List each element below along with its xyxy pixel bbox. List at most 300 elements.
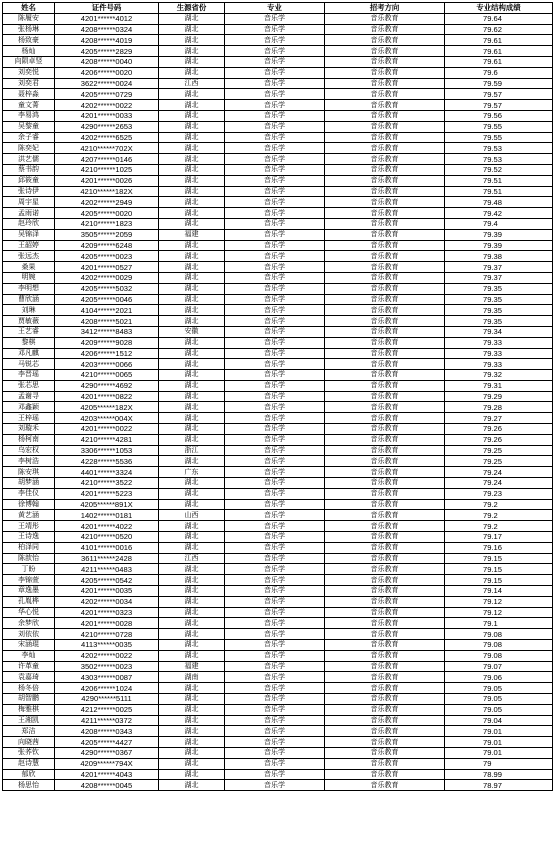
table-row (3, 305, 553, 316)
cell-province: 江西 (159, 78, 225, 89)
cell-major: 音乐学 (225, 240, 325, 251)
cell-province: 湖北 (159, 499, 225, 510)
cell-name: 柏泽同 (3, 542, 55, 553)
cell-name: 桑果 (3, 262, 55, 273)
cell-name: 宋涵琨 (3, 640, 55, 651)
cell-name: 向陨卓竖 (3, 56, 55, 67)
cell-province: 湖北 (159, 575, 225, 586)
cell-name: 王艺睿 (3, 326, 55, 337)
cell-province: 湖北 (159, 110, 225, 121)
cell-province: 湖北 (159, 175, 225, 186)
cell-score: 79.55 (445, 132, 553, 143)
table-row (3, 100, 553, 111)
table-row (3, 488, 553, 499)
table-row (3, 251, 553, 262)
cell-major: 音乐学 (225, 262, 325, 273)
cell-score: 79.27 (445, 413, 553, 424)
table-row (3, 467, 553, 478)
cell-major: 音乐学 (225, 564, 325, 575)
cell-score: 79.61 (445, 35, 553, 46)
cell-direction: 音乐教育 (325, 100, 445, 111)
cell-major: 音乐学 (225, 337, 325, 348)
cell-name: 王湘凯 (3, 715, 55, 726)
cell-major: 音乐学 (225, 24, 325, 35)
table-row (3, 769, 553, 780)
cell-province: 湖北 (159, 715, 225, 726)
cell-direction: 音乐教育 (325, 532, 445, 543)
cell-direction: 音乐教育 (325, 499, 445, 510)
table-row (3, 747, 553, 758)
table-row (3, 586, 553, 597)
cell-province: 湖北 (159, 154, 225, 165)
cell-province: 湖北 (159, 251, 225, 262)
cell-id: 4202******2949 (55, 197, 159, 208)
cell-name: 李明想 (3, 283, 55, 294)
cell-major: 音乐学 (225, 521, 325, 532)
cell-name: 章逸墨 (3, 586, 55, 597)
table-row (3, 704, 553, 715)
cell-id: 4210******0728 (55, 629, 159, 640)
cell-province: 湖北 (159, 283, 225, 294)
cell-direction: 音乐教育 (325, 683, 445, 694)
cell-province: 湖北 (159, 100, 225, 111)
cell-id: 4208******0040 (55, 56, 159, 67)
cell-major: 音乐学 (225, 737, 325, 748)
table-row (3, 456, 553, 467)
header-major: 专业 (225, 3, 325, 14)
cell-direction: 音乐教育 (325, 218, 445, 229)
table-row (3, 380, 553, 391)
cell-name: 贾敏薇 (3, 316, 55, 327)
cell-province: 湖北 (159, 586, 225, 597)
header-score: 专业结构成绩 (445, 3, 553, 14)
cell-name: 孟雨诺 (3, 208, 55, 219)
cell-major: 音乐学 (225, 208, 325, 219)
cell-direction: 音乐教育 (325, 208, 445, 219)
cell-direction: 音乐教育 (325, 478, 445, 489)
cell-province: 湖北 (159, 13, 225, 24)
table-row (3, 132, 553, 143)
cell-name: 乌宏权 (3, 445, 55, 456)
cell-score: 79.16 (445, 542, 553, 553)
cell-major: 音乐学 (225, 316, 325, 327)
cell-major: 音乐学 (225, 704, 325, 715)
cell-name: 洪艺儒 (3, 154, 55, 165)
cell-score: 79.29 (445, 391, 553, 402)
cell-major: 音乐学 (225, 488, 325, 499)
cell-id: 4201******4043 (55, 769, 159, 780)
cell-direction: 音乐教育 (325, 186, 445, 197)
cell-major: 音乐学 (225, 175, 325, 186)
cell-name: 刘奕悦 (3, 67, 55, 78)
cell-id: 4206******0020 (55, 67, 159, 78)
table-row (3, 110, 553, 121)
cell-province: 福建 (159, 229, 225, 240)
cell-province: 湖北 (159, 197, 225, 208)
cell-name: 张荞钦 (3, 747, 55, 758)
cell-province: 安徽 (159, 326, 225, 337)
table-row (3, 640, 553, 651)
cell-direction: 音乐教育 (325, 89, 445, 100)
cell-score: 79.2 (445, 521, 553, 532)
table-row (3, 532, 553, 543)
cell-id: 3611******2428 (55, 553, 159, 564)
cell-direction: 音乐教育 (325, 294, 445, 305)
cell-province: 湖北 (159, 542, 225, 553)
cell-score: 79.51 (445, 175, 553, 186)
cell-score: 79.51 (445, 186, 553, 197)
cell-id: 4113******0035 (55, 640, 159, 651)
cell-score: 79.2 (445, 499, 553, 510)
cell-direction: 音乐教育 (325, 229, 445, 240)
cell-province: 湖北 (159, 262, 225, 273)
table-row (3, 359, 553, 370)
cell-major: 音乐学 (225, 229, 325, 240)
table-row (3, 445, 553, 456)
cell-id: 4208******0324 (55, 24, 159, 35)
cell-major: 音乐学 (225, 89, 325, 100)
cell-major: 音乐学 (225, 218, 325, 229)
cell-id: 4208******0343 (55, 726, 159, 737)
cell-name: 陈奕妃 (3, 143, 55, 154)
cell-major: 音乐学 (225, 56, 325, 67)
cell-score: 79.12 (445, 607, 553, 618)
cell-direction: 音乐教育 (325, 35, 445, 46)
cell-direction: 音乐教育 (325, 197, 445, 208)
cell-id: 4203******0066 (55, 359, 159, 370)
cell-id: 4206******1512 (55, 348, 159, 359)
cell-id: 3622******0024 (55, 78, 159, 89)
cell-name: 王梓瑶 (3, 413, 55, 424)
cell-score: 79.2 (445, 510, 553, 521)
table-body (3, 13, 553, 790)
cell-score: 79.4 (445, 218, 553, 229)
cell-major: 音乐学 (225, 121, 325, 132)
cell-id: 4201******0822 (55, 391, 159, 402)
cell-id: 4211******0372 (55, 715, 159, 726)
cell-direction: 音乐教育 (325, 305, 445, 316)
cell-id: 4205******0729 (55, 89, 159, 100)
cell-major: 音乐学 (225, 305, 325, 316)
cell-score: 79.31 (445, 380, 553, 391)
cell-score: 79.35 (445, 294, 553, 305)
cell-province: 湖北 (159, 683, 225, 694)
cell-province: 湖北 (159, 240, 225, 251)
cell-name: 丁盼 (3, 564, 55, 575)
table-row (3, 78, 553, 89)
cell-score: 79.33 (445, 359, 553, 370)
cell-score: 79.57 (445, 100, 553, 111)
table-row (3, 510, 553, 521)
cell-direction: 音乐教育 (325, 402, 445, 413)
cell-name: 杨致豪 (3, 35, 55, 46)
cell-direction: 音乐教育 (325, 13, 445, 24)
cell-major: 音乐学 (225, 575, 325, 586)
table-row (3, 542, 553, 553)
cell-name: 梅雅棋 (3, 704, 55, 715)
cell-id: 4210******182X (55, 186, 159, 197)
cell-score: 79.05 (445, 683, 553, 694)
cell-major: 音乐学 (225, 13, 325, 24)
cell-score: 79.05 (445, 694, 553, 705)
cell-direction: 音乐教育 (325, 175, 445, 186)
cell-direction: 音乐教育 (325, 704, 445, 715)
cell-score: 79.57 (445, 89, 553, 100)
cell-province: 湖北 (159, 391, 225, 402)
cell-name: 李易鸿 (3, 110, 55, 121)
cell-direction: 音乐教育 (325, 488, 445, 499)
cell-direction: 音乐教育 (325, 359, 445, 370)
cell-name: 杨灿 (3, 46, 55, 57)
table-row (3, 35, 553, 46)
cell-id: 4205******2829 (55, 46, 159, 57)
cell-province: 湖北 (159, 704, 225, 715)
table-row (3, 553, 553, 564)
cell-direction: 音乐教育 (325, 661, 445, 672)
cell-score: 79.61 (445, 56, 553, 67)
cell-score: 79.64 (445, 13, 553, 24)
cell-id: 4208******5021 (55, 316, 159, 327)
table-row (3, 737, 553, 748)
cell-id: 4209******9028 (55, 337, 159, 348)
cell-name: 陈履安 (3, 13, 55, 24)
table-row (3, 154, 553, 165)
cell-name: 蔡书韵 (3, 164, 55, 175)
cell-province: 湖北 (159, 46, 225, 57)
cell-name: 刘璇禾 (3, 424, 55, 435)
cell-score: 79.33 (445, 348, 553, 359)
cell-score: 79.24 (445, 478, 553, 489)
cell-id: 4205******182X (55, 402, 159, 413)
cell-direction: 音乐教育 (325, 154, 445, 165)
cell-province: 湖北 (159, 488, 225, 499)
cell-province: 湖北 (159, 208, 225, 219)
cell-direction: 音乐教育 (325, 694, 445, 705)
cell-id: 1402******0181 (55, 510, 159, 521)
cell-major: 音乐学 (225, 596, 325, 607)
header-direction: 招考方向 (325, 3, 445, 14)
cell-score: 79.26 (445, 434, 553, 445)
cell-score: 79.39 (445, 229, 553, 240)
cell-direction: 音乐教育 (325, 121, 445, 132)
cell-direction: 音乐教育 (325, 586, 445, 597)
cell-province: 浙江 (159, 445, 225, 456)
table-row (3, 618, 553, 629)
table-row (3, 337, 553, 348)
cell-score: 79.05 (445, 704, 553, 715)
table-row (3, 758, 553, 769)
cell-direction: 音乐教育 (325, 272, 445, 283)
cell-major: 音乐学 (225, 164, 325, 175)
table-row (3, 326, 553, 337)
cell-major: 音乐学 (225, 780, 325, 791)
cell-direction: 音乐教育 (325, 542, 445, 553)
cell-direction: 音乐教育 (325, 424, 445, 435)
cell-province: 湖北 (159, 640, 225, 651)
cell-direction: 音乐教育 (325, 251, 445, 262)
cell-score: 79.25 (445, 456, 553, 467)
cell-major: 音乐学 (225, 35, 325, 46)
cell-major: 音乐学 (225, 542, 325, 553)
cell-name: 袁嘉琦 (3, 672, 55, 683)
cell-id: 4228******5536 (55, 456, 159, 467)
table-row (3, 294, 553, 305)
cell-score: 79.56 (445, 110, 553, 121)
table-row (3, 218, 553, 229)
cell-id: 4101******0016 (55, 542, 159, 553)
cell-score: 79.17 (445, 532, 553, 543)
cell-id: 3412******8483 (55, 326, 159, 337)
cell-score: 79.6 (445, 67, 553, 78)
cell-province: 湖北 (159, 629, 225, 640)
cell-province: 湖北 (159, 121, 225, 132)
cell-direction: 音乐教育 (325, 629, 445, 640)
cell-id: 4303******0087 (55, 672, 159, 683)
cell-id: 4401******3324 (55, 467, 159, 478)
cell-province: 湖北 (159, 56, 225, 67)
cell-score: 79.04 (445, 715, 553, 726)
cell-name: 黄艺涵 (3, 510, 55, 521)
cell-direction: 音乐教育 (325, 575, 445, 586)
cell-score: 79.48 (445, 197, 553, 208)
cell-province: 广东 (159, 467, 225, 478)
cell-direction: 音乐教育 (325, 650, 445, 661)
table-row (3, 683, 553, 694)
cell-name: 邓凡麒 (3, 348, 55, 359)
cell-major: 音乐学 (225, 110, 325, 121)
cell-id: 4210******0520 (55, 532, 159, 543)
cell-province: 湖北 (159, 650, 225, 661)
cell-direction: 音乐教育 (325, 715, 445, 726)
cell-score: 79.01 (445, 726, 553, 737)
cell-direction: 音乐教育 (325, 467, 445, 478)
table-row (3, 402, 553, 413)
cell-major: 音乐学 (225, 510, 325, 521)
table-row (3, 24, 553, 35)
cell-score: 79.38 (445, 251, 553, 262)
cell-score: 79.35 (445, 316, 553, 327)
cell-id: 4209******794X (55, 758, 159, 769)
cell-province: 湖北 (159, 607, 225, 618)
cell-major: 音乐学 (225, 143, 325, 154)
cell-score: 78.97 (445, 780, 553, 791)
table-row (3, 726, 553, 737)
cell-direction: 音乐教育 (325, 110, 445, 121)
cell-direction: 音乐教育 (325, 434, 445, 445)
cell-id: 4206******1024 (55, 683, 159, 694)
cell-major: 音乐学 (225, 456, 325, 467)
cell-direction: 音乐教育 (325, 46, 445, 57)
cell-major: 音乐学 (225, 380, 325, 391)
cell-id: 4210******0065 (55, 370, 159, 381)
cell-id: 4209******6248 (55, 240, 159, 251)
cell-score: 79.25 (445, 445, 553, 456)
table-row (3, 67, 553, 78)
cell-province: 湖北 (159, 424, 225, 435)
cell-id: 4210******1025 (55, 164, 159, 175)
cell-major: 音乐学 (225, 67, 325, 78)
cell-score: 79.55 (445, 121, 553, 132)
cell-score: 79.15 (445, 553, 553, 564)
cell-province: 湖北 (159, 478, 225, 489)
table-row (3, 186, 553, 197)
table-row (3, 575, 553, 586)
cell-direction: 音乐教育 (325, 143, 445, 154)
cell-direction: 音乐教育 (325, 564, 445, 575)
cell-score: 79.52 (445, 164, 553, 175)
cell-id: 4202******0034 (55, 596, 159, 607)
cell-name: 张诗伊 (3, 186, 55, 197)
cell-major: 音乐学 (225, 370, 325, 381)
cell-direction: 音乐教育 (325, 618, 445, 629)
table-row (3, 240, 553, 251)
cell-score: 79.07 (445, 661, 553, 672)
cell-name: 李晋瑶 (3, 370, 55, 381)
cell-id: 4205******5032 (55, 283, 159, 294)
cell-id: 4290******2653 (55, 121, 159, 132)
cell-id: 4210******3522 (55, 478, 159, 489)
cell-id: 4203******004X (55, 413, 159, 424)
cell-name: 刘琳 (3, 305, 55, 316)
cell-name: 胡梦涵 (3, 478, 55, 489)
cell-score: 79 (445, 758, 553, 769)
cell-province: 湖北 (159, 402, 225, 413)
cell-province: 湖北 (159, 305, 225, 316)
table-row (3, 661, 553, 672)
cell-score: 79.61 (445, 46, 553, 57)
cell-major: 音乐学 (225, 607, 325, 618)
cell-province: 湖北 (159, 186, 225, 197)
cell-province: 湖北 (159, 726, 225, 737)
cell-direction: 音乐教育 (325, 769, 445, 780)
cell-name: 徐博翰 (3, 499, 55, 510)
cell-province: 湖北 (159, 564, 225, 575)
cell-score: 79.62 (445, 24, 553, 35)
cell-name: 邱筱童 (3, 175, 55, 186)
cell-name: 华心悦 (3, 607, 55, 618)
cell-id: 4201******0026 (55, 175, 159, 186)
table-row (3, 694, 553, 705)
table-row (3, 208, 553, 219)
cell-id: 4202******0029 (55, 272, 159, 283)
cell-major: 音乐学 (225, 672, 325, 683)
cell-province: 湖北 (159, 35, 225, 46)
cell-name: 王靖彤 (3, 521, 55, 532)
cell-province: 江西 (159, 553, 225, 564)
cell-score: 79.42 (445, 208, 553, 219)
cell-province: 湖北 (159, 67, 225, 78)
cell-province: 湖北 (159, 380, 225, 391)
cell-major: 音乐学 (225, 413, 325, 424)
cell-id: 4212******0025 (55, 704, 159, 715)
table-row (3, 499, 553, 510)
cell-major: 音乐学 (225, 769, 325, 780)
cell-score: 79.32 (445, 370, 553, 381)
cell-score: 79.08 (445, 629, 553, 640)
cell-score: 79.08 (445, 650, 553, 661)
cell-direction: 音乐教育 (325, 726, 445, 737)
cell-score: 79.01 (445, 737, 553, 748)
cell-score: 79.1 (445, 618, 553, 629)
cell-name: 许革童 (3, 661, 55, 672)
cell-direction: 音乐教育 (325, 316, 445, 327)
cell-name: 明婉 (3, 272, 55, 283)
cell-direction: 音乐教育 (325, 737, 445, 748)
table-row (3, 424, 553, 435)
cell-major: 音乐学 (225, 359, 325, 370)
cell-name: 李锦萱 (3, 575, 55, 586)
cell-major: 音乐学 (225, 186, 325, 197)
